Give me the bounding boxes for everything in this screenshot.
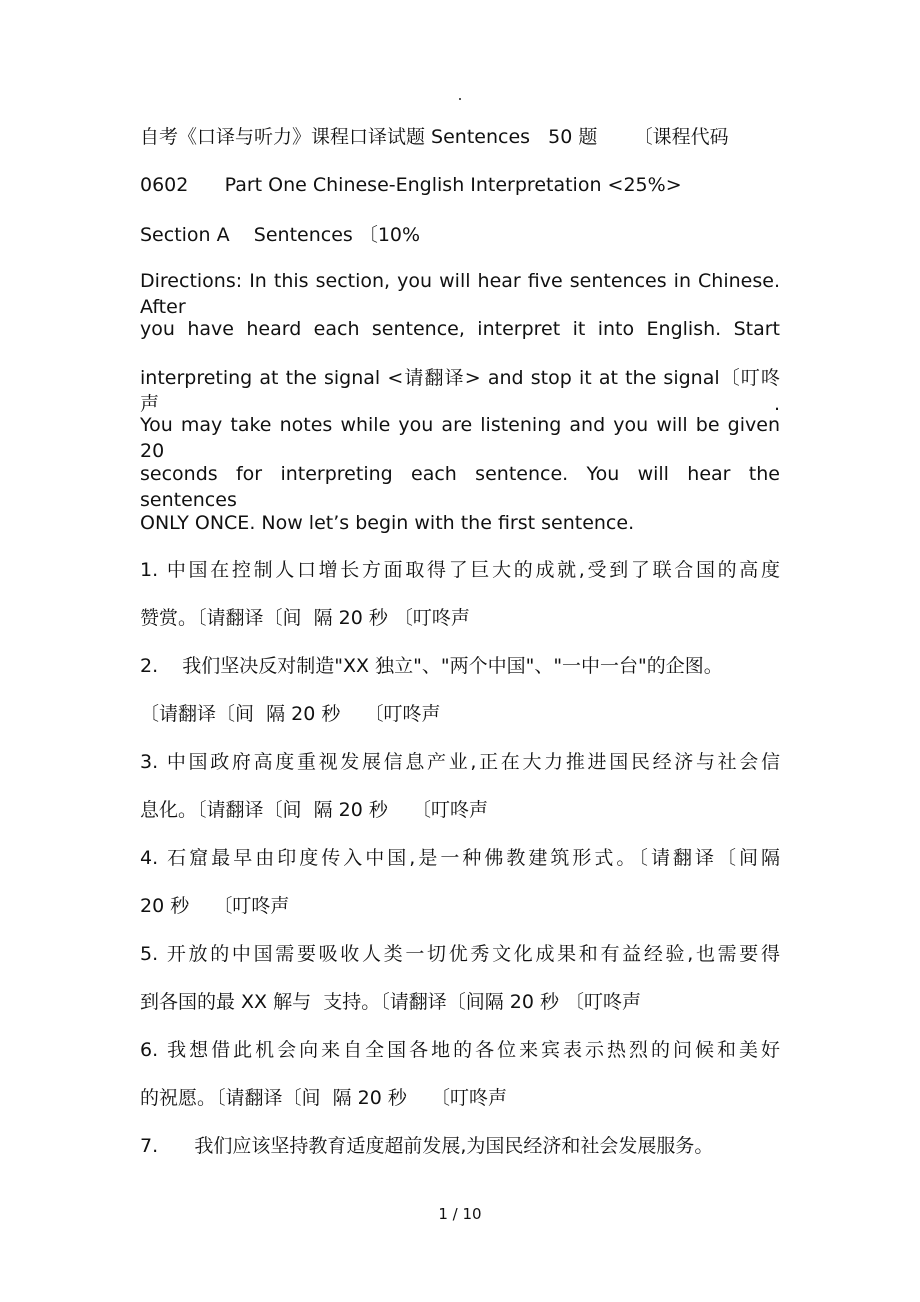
item-2-line-1: 2. 我们坚决反对制造"XX 独立"、"两个中国"、"一中一台"的企图。 (140, 655, 723, 677)
header-mark (459, 98, 461, 100)
item-1-line-1: 1. 中国在控制人口增长方面取得了巨大的成就,受到了联合国的高度 (140, 559, 780, 581)
page-number: 1 / 10 (438, 1205, 482, 1223)
directions-line: interpreting at the signal <请翻译> and stop it at the signal〔叮咚声. (140, 367, 780, 415)
directions-line: you have heard each sentence, interpret it into English. Start (140, 318, 780, 340)
item-2-line-2: 〔请翻译〔间 隔 20 秒 〔叮咚声 (140, 703, 441, 725)
title-line-2: 0602 Part One Chinese-English Interpretation <25%> (140, 174, 682, 196)
item-3-line-1: 3. 中国政府高度重视发展信息产业,正在大力推进国民经济与社会信 (140, 751, 780, 773)
item-4-line-1: 4. 石窟最早由印度传入中国,是一种佛教建筑形式。〔请翻译〔间隔 (140, 847, 780, 869)
item-5-line-1: 5. 开放的中国需要吸收人类一切优秀文化成果和有益经验,也需要得 (140, 943, 780, 965)
item-4-line-2: 20 秒 〔叮咚声 (140, 895, 290, 917)
item-1-line-2: 赞赏。〔请翻译〔间 隔 20 秒 〔叮咚声 (140, 607, 470, 629)
directions-line: ONLY ONCE. Now let’s begin with the first sentence. (140, 512, 635, 534)
item-7-line-1: 7. 我们应该坚持教育适度超前发展,为国民经济和社会发展服务。 (140, 1135, 714, 1157)
directions-line: Directions: In this section, you will hear five sentences in Chinese. After (140, 270, 780, 318)
item-3-line-2: 息化。〔请翻译〔间 隔 20 秒 〔叮咚声 (140, 799, 488, 821)
section-heading: Section A Sentences 〔10% (140, 224, 421, 246)
directions-line: You may take notes while you are listening and you will be given 20 (140, 414, 780, 462)
item-5-line-2: 到各国的最 XX 解与 支持。〔请翻译〔间隔 20 秒 〔叮咚声 (140, 991, 641, 1013)
directions-line: seconds for interpreting each sentence. You will hear the sentences (140, 463, 780, 511)
item-6-line-1: 6. 我想借此机会向来自全国各地的各位来宾表示热烈的问候和美好 (140, 1039, 780, 1061)
title-line-1: 自考《口译与听力》课程口译试题 Sentences 50 题 〔课程代码 (140, 126, 729, 148)
item-6-line-2: 的祝愿。〔请翻译〔间 隔 20 秒 〔叮咚声 (140, 1087, 507, 1109)
